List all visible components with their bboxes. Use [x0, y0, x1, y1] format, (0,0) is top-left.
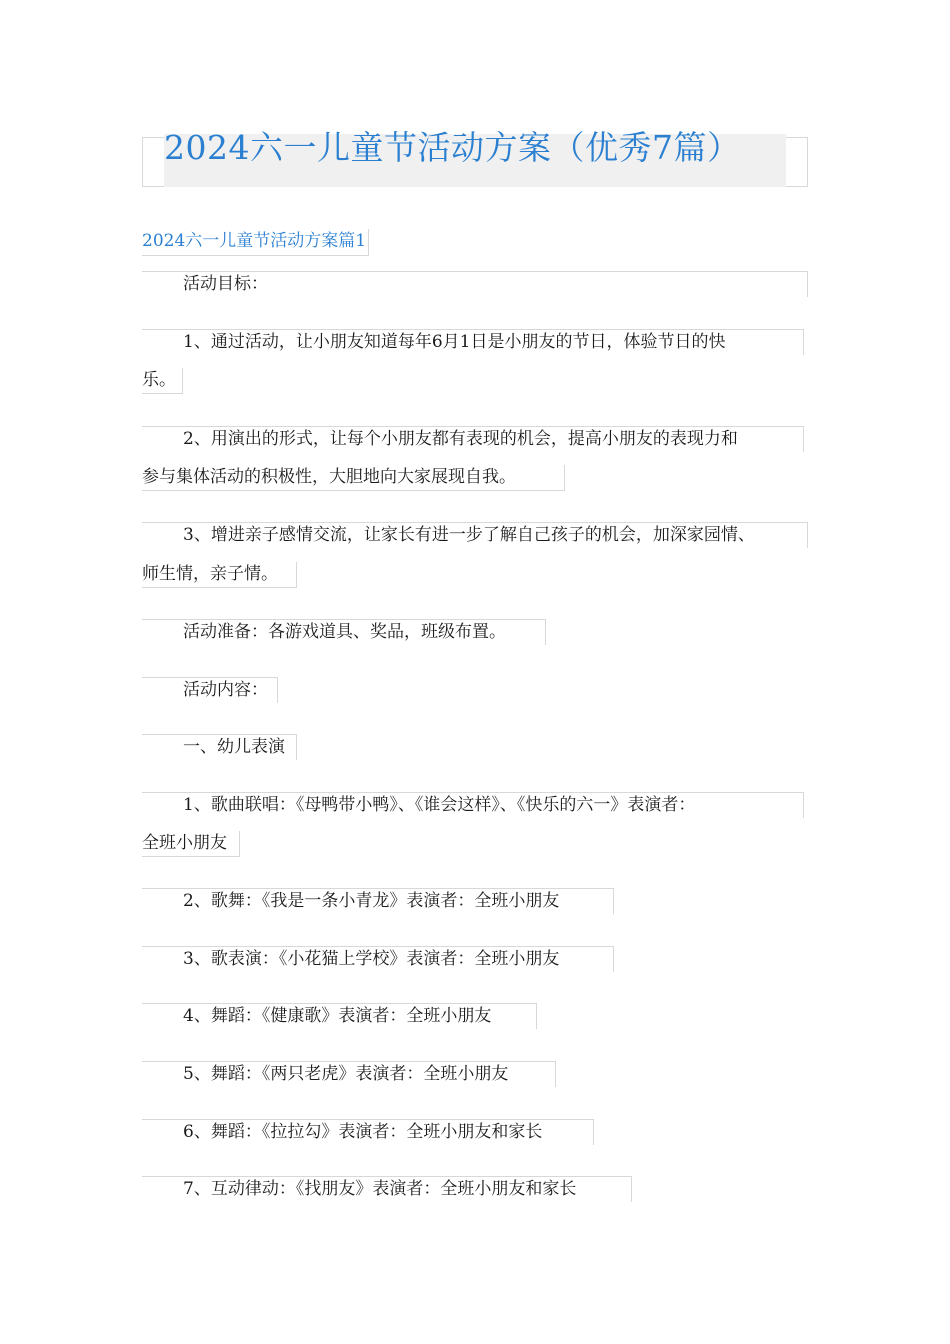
- document-title: 2024六一儿童节活动方案（优秀7篇）: [164, 128, 741, 167]
- paragraph-line: 4、舞蹈：《健康歌》表演者：全班小朋友: [142, 1003, 537, 1029]
- paragraph-line: 全班小朋友: [142, 831, 240, 857]
- paragraph-line: 活动内容：: [142, 677, 278, 703]
- paragraph-line: 1、通过活动，让小朋友知道每年6月1日是小朋友的节日，体验节日的快: [142, 329, 804, 355]
- paragraph-line: 5、舞蹈：《两只老虎》表演者：全班小朋友: [142, 1061, 556, 1087]
- paragraph-line: 一、幼儿表演: [142, 734, 297, 760]
- paragraph-line: 乐。: [142, 368, 183, 394]
- paragraph-line: 1、歌曲联唱：《母鸭带小鸭》、《谁会这样》、《快乐的六一》表演者：: [142, 792, 804, 818]
- paragraph-line: 7、互动律动：《找朋友》表演者：全班小朋友和家长: [142, 1176, 632, 1202]
- section-heading: 2024六一儿童节活动方案篇1: [142, 229, 369, 256]
- paragraph-line: 活动准备：各游戏道具、奖品，班级布置。: [142, 619, 546, 645]
- paragraph-line: 2、歌舞：《我是一条小青龙》表演者：全班小朋友: [142, 888, 614, 914]
- paragraph-line: 2、用演出的形式，让每个小朋友都有表现的机会，提高小朋友的表现力和: [142, 426, 804, 452]
- paragraph-line: 活动目标：: [142, 271, 808, 297]
- paragraph-line: 参与集体活动的积极性，大胆地向大家展现自我。: [142, 465, 565, 491]
- paragraph-line: 3、增进亲子感情交流，让家长有进一步了解自己孩子的机会，加深家园情、: [142, 522, 808, 548]
- paragraph-line: 师生情，亲子情。: [142, 562, 297, 588]
- paragraph-line: 6、舞蹈：《拉拉勾》表演者：全班小朋友和家长: [142, 1119, 594, 1145]
- paragraph-line: 3、歌表演：《小花猫上学校》表演者：全班小朋友: [142, 946, 614, 972]
